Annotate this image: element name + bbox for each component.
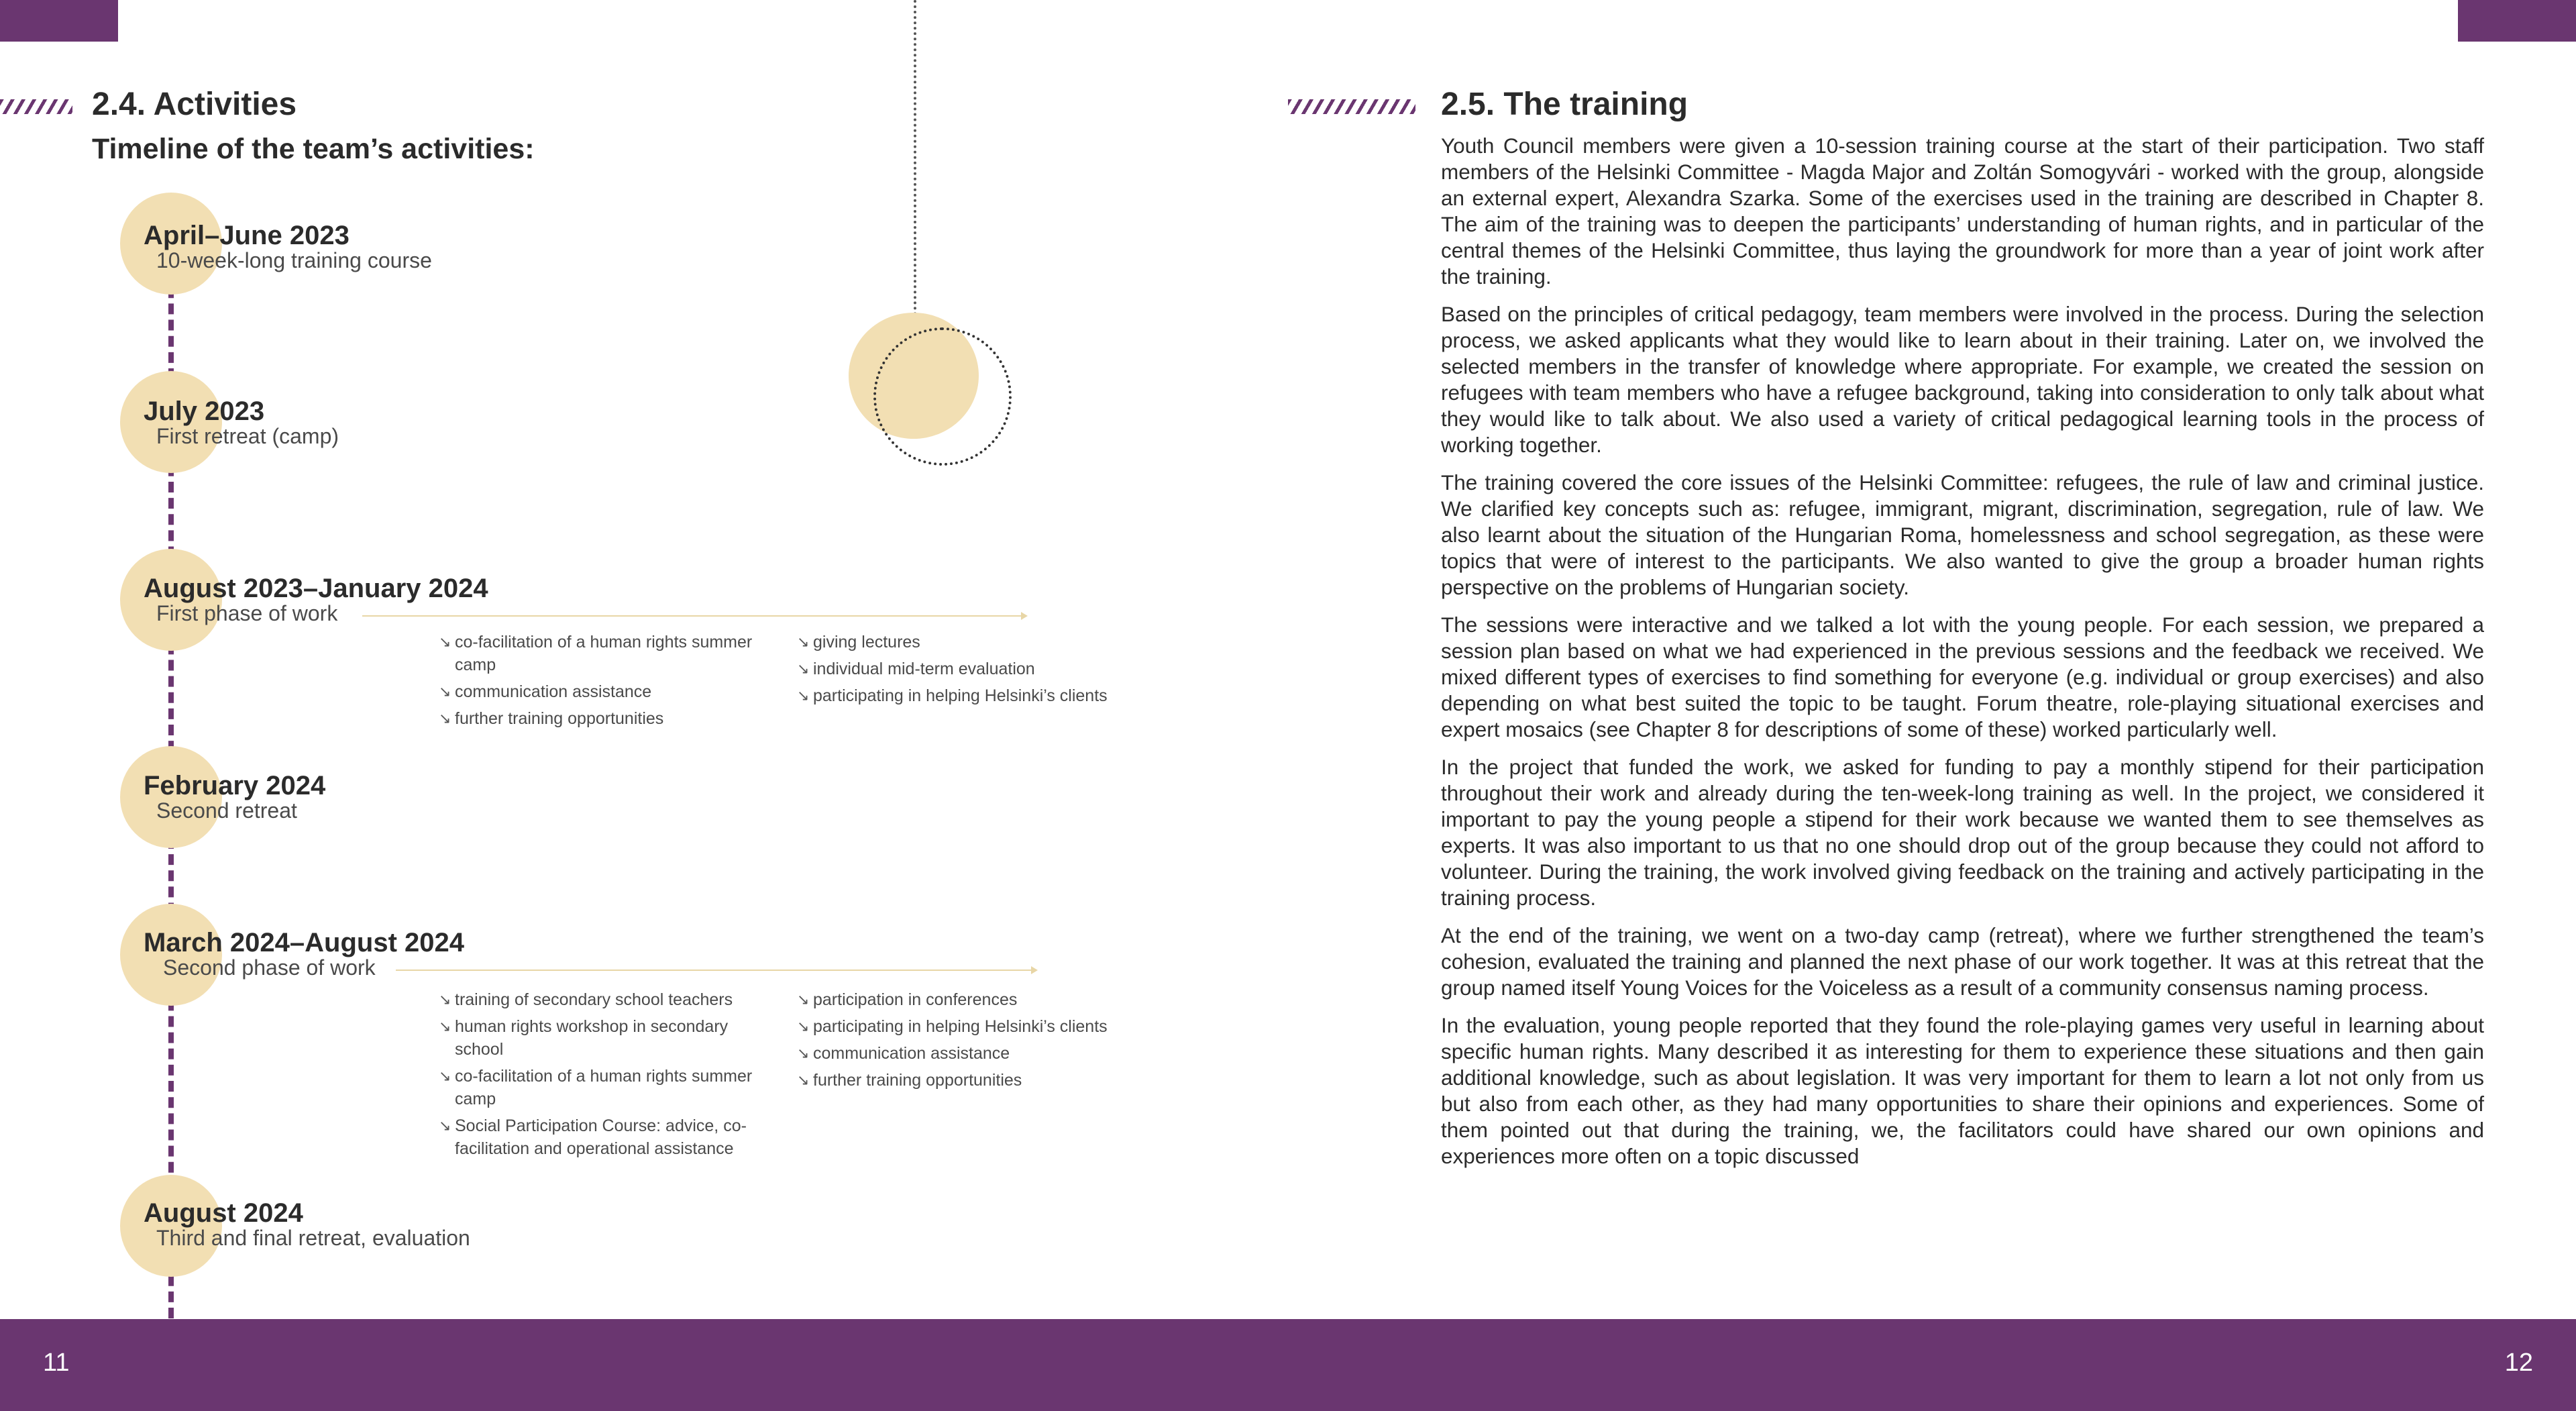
paragraph: At the end of the training, we went on a two-day camp (retreat), where we further strengthened the team’s cohesion, evaluated the training and planned the next phase of our work together. It was at this retreat that the group named itself Young Voices for the Voiceless as a result of a community consensus naming process. (1441, 923, 2484, 1000)
corner-tab-left (0, 0, 118, 42)
activity-list-col1 (439, 631, 767, 734)
paragraph: The sessions were interactive and we talked a lot with the young people. For each session, we prepared a session plan based on what we had experienced in the previous sessions and the feedback we received. We mixed different types of exercises to find something for everyone (e.g. individual or group exercises) and also depending on what best suited the topic to be taught. Forum theatre, role-playing situational exercises and expert mosaics (see Chapter 8 for descriptions of some of these) worked particularly well. (1441, 613, 2484, 741)
list-item: ↘ communication assistance (439, 680, 767, 703)
corner-tab-right (2458, 0, 2576, 42)
timeline-period: August 2023–January 2024 (144, 574, 488, 603)
timeline-arrow (396, 970, 1036, 971)
list-item: ↘ Social Participation Course: advice, co-facilitation and operational assistance (439, 1114, 774, 1160)
list-item: ↘ training of secondary school teachers (439, 988, 774, 1011)
list-item: ↘ participation in conferences (797, 988, 1173, 1011)
timeline-description: 10-week-long training course (156, 248, 432, 272)
training-body-text (1441, 133, 2484, 1181)
list-item: ↘ co-facilitation of a human rights summer camp (439, 1065, 774, 1110)
page-number-right: 12 (2504, 1349, 2533, 1377)
timeline-description: First phase of work (156, 601, 338, 625)
timeline-period: July 2023 (144, 397, 265, 426)
activity-list-col1 (439, 988, 774, 1164)
list-item: ↘ communication assistance (797, 1042, 1173, 1065)
list-item: ↘ participating in helping Helsinki’s clients (797, 684, 1173, 707)
section-title-activities: 2.4. Activities (92, 87, 297, 122)
hatch-decoration-right (1288, 99, 1415, 114)
footer-bar (0, 1319, 2576, 1411)
decorative-dotted-ring (873, 327, 1012, 466)
timeline-arrow (362, 615, 1026, 617)
decorative-dotted-line (914, 0, 916, 315)
timeline-period: February 2024 (144, 771, 326, 800)
timeline-period: March 2024–August 2024 (144, 928, 465, 957)
timeline-description: Second phase of work (163, 955, 376, 980)
paragraph: In the evaluation, young people reported that they found the role-playing games very useful in learning about specific human rights. Many described it as interesting for them to experience these situations and then gain additional knowledge, such as about legislation. It was very important for them to learn a lot not only from us but also from each other, as they had many opportunities to share their opinions and experiences. Some of them pointed out that during the training, we, the facilitators could have shared our own opinions and experiences more often on a topic discussed (1441, 1013, 2484, 1168)
activity-list-col2 (797, 988, 1173, 1096)
paragraph: In the project that funded the work, we asked for funding to pay a monthly stipend for their participation throughout their work and already during the ten-week-long training as well. In the project, we considered it important to pay the young people a stipend for their work because we wanted them to see themselves as experts. It was also important to us that no one should drop out of the group because they could not afford to volunteer. During the training, the work involved giving feedback on the training and actively participating in the training process. (1441, 755, 2484, 910)
list-item: ↘ human rights workshop in secondary school (439, 1015, 774, 1061)
page-number-left: 11 (43, 1349, 70, 1377)
list-item: ↘ giving lectures (797, 631, 1173, 654)
timeline-period: August 2024 (144, 1198, 303, 1228)
paragraph: The training covered the core issues of the Helsinki Committee: refugees, the rule of law and criminal justice. We clarified key concepts such as: refugee, immigrant, migrant, discrimination, segregation, rule of law. We also learnt about the situation of the Hungarian Roma, homelessness and school segregation, as these were topics that were of interest to the participants. We also wanted to give the group a broader human rights perspective on the problems of Hungarian society. (1441, 470, 2484, 599)
list-item: ↘ co-facilitation of a human rights summer camp (439, 631, 767, 676)
timeline-description: Second retreat (156, 798, 297, 823)
list-item: ↘ further training opportunities (797, 1069, 1173, 1092)
timeline-subtitle: Timeline of the team’s activities: (92, 133, 535, 165)
list-item: ↘ individual mid-term evaluation (797, 658, 1173, 680)
activity-list-col2 (797, 631, 1173, 711)
timeline-period: April–June 2023 (144, 221, 350, 250)
section-title-training: 2.5. The training (1441, 87, 1688, 122)
list-item: ↘ participating in helping Helsinki’s clients (797, 1015, 1173, 1038)
paragraph: Youth Council members were given a 10-session training course at the start of their participation. Two staff members of the Helsinki Committee - Magda Major and Zoltán Somogyvári - worked with the group, alongside an external expert, Alexandra Szarka. Some of the exercises used in the training are described in Chapter 8. The aim of the training was to deepen the participants’ understanding of human rights, and in particular of the central themes of the Helsinki Committee, thus laying the groundwork for more than a year of joint work after the training. (1441, 134, 2484, 289)
timeline-description: Third and final retreat, evaluation (156, 1226, 470, 1250)
list-item: ↘ further training opportunities (439, 707, 767, 730)
hatch-decoration-left (0, 99, 72, 114)
timeline-description: First retreat (camp) (156, 424, 339, 448)
paragraph: Based on the principles of critical pedagogy, team members were involved in the process. During the selection process, we asked applicants what they would like to learn about in their training. Later on, we involved the selected members in the transfer of knowledge where appropriate. For example, we created the session on refugees with team members who have a refugee background, taking into consideration to only talk about what they would like to talk about. We also used a variety of critical pedagogical learning tools in the process of working together. (1441, 302, 2484, 457)
